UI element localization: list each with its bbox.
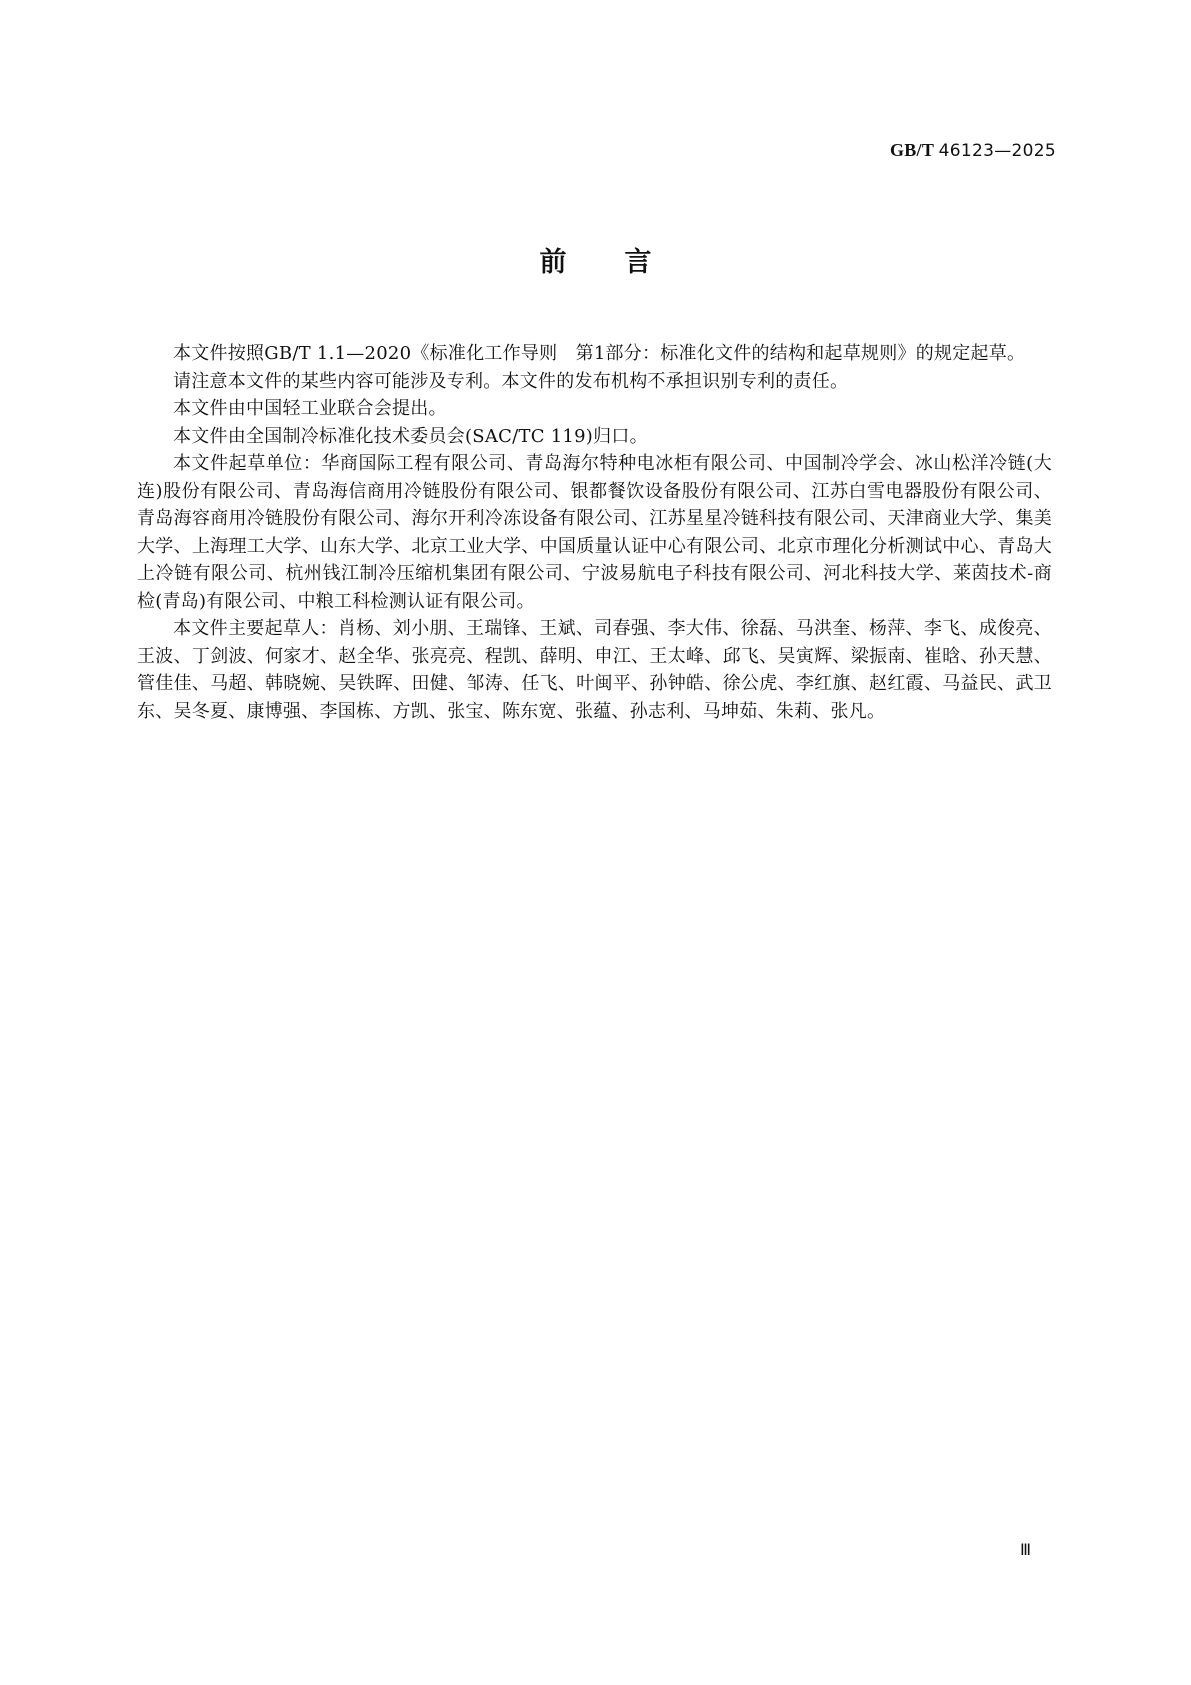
standard-prefix: GB/T xyxy=(889,140,934,160)
paragraph-proposer: 本文件由中国轻工业联合会提出。 xyxy=(173,398,447,419)
paragraph-committee: 本文件由全国制冷标准化技术委员会(SAC/TC 119)归口。 xyxy=(173,425,648,447)
page-number: Ⅲ xyxy=(1020,1542,1032,1559)
standard-number: 46123—2025 xyxy=(938,141,1056,161)
document-body xyxy=(137,340,1052,725)
paragraph-patent-notice: 请注意本文件的某些内容可能涉及专利。本文件的发布机构不承担识别专利的责任。 xyxy=(173,370,849,392)
paragraph-drafters: 本文件主要起草人：肖杨、刘小朋、王瑞锋、王斌、司春强、李大伟、徐磊、马洪奎、杨萍、李飞、成俊亮、王波、丁剑波、何家才、赵全华、张亮亮、程凯、薛明、申江、王太峰、邱飞、吴寅辉、梁振南、崔晗、孙天慧、管佳佳、马超、韩晓婉、吴铁晖、田健、邹涛、任飞、叶闽平、孙钟皓、徐公虎、李红旗、赵红霞、马益民、武卫东、吴冬夏、康博强、李国栋、方凯、张宝、陈东宽、张蕴、孙志利、马坤茹、朱莉、张凡。 xyxy=(137,618,1052,722)
paragraph-drafting-units: 本文件起草单位：华商国际工程有限公司、青岛海尔特种电冰柜有限公司、中国制冷学会、冰山松洋冷链(大连)股份有限公司、青岛海信商用冷链股份有限公司、银都餐饮设备股份有限公司、江苏白雪电器股份有限公司、青岛海容商用冷链股份有限公司、海尔开利冷冻设备有限公司、江苏星星冷链科技有限公司、天津商业大学、集美大学、上海理工大学、山东大学、北京工业大学、中国质量认证中心有限公司、北京市理化分析测试中心、青岛大上冷链有限公司、杭州钱江制冷压缩机集团有限公司、宁波易航电子科技有限公司、河北科技大学、莱茵技术-商检(青岛)有限公司、中粮工科检测认证有限公司。 xyxy=(137,453,1052,612)
standard-code xyxy=(890,140,1056,161)
page-title: 前言 xyxy=(539,247,710,278)
paragraph-drafting-rules: 本文件按照GB/T 1.1—2020《标准化工作导则 第1部分：标准化文件的结构和起草规则》的规定起草。 xyxy=(173,343,1026,364)
